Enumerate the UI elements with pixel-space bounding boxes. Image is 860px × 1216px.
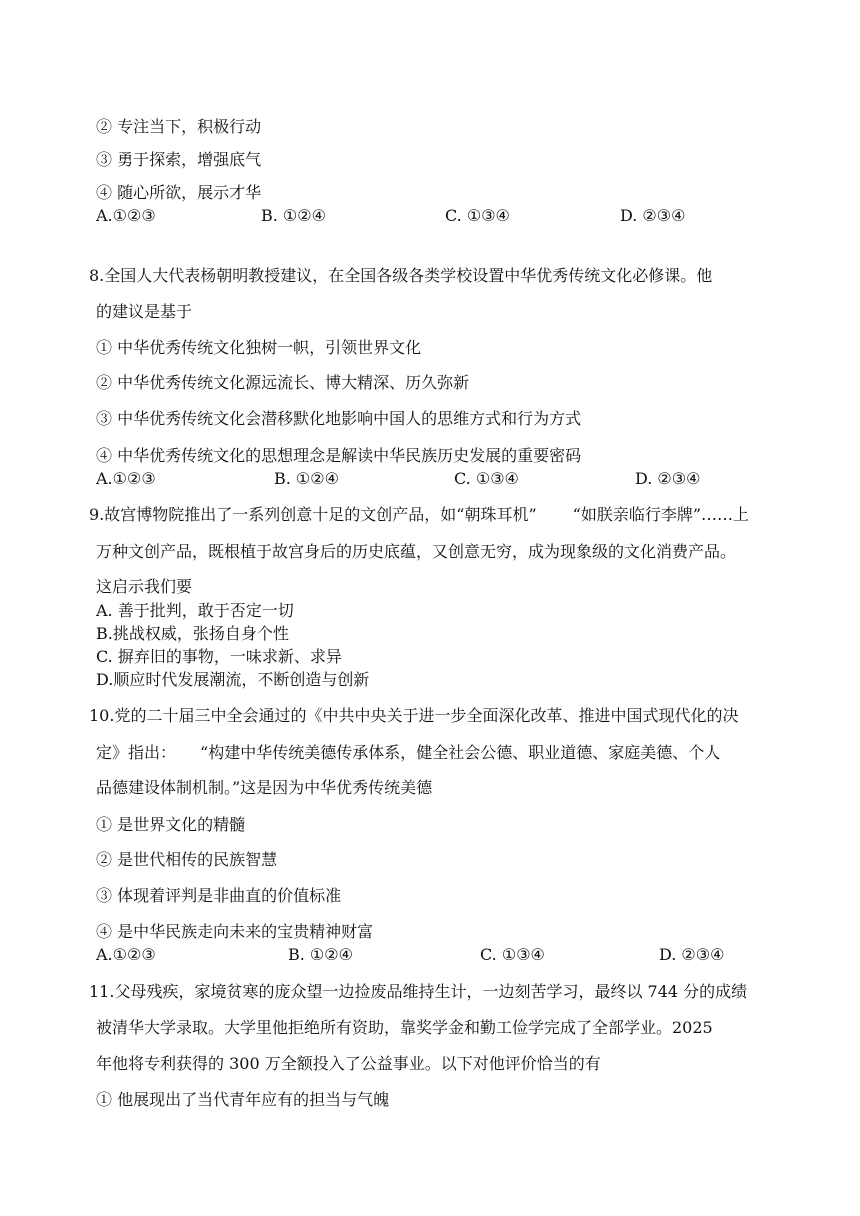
q8-stem-line2: 的建议是基于	[96, 302, 193, 321]
q8-choice-d[interactable]: D. ②③④	[635, 469, 701, 488]
q10-choice-a[interactable]: A.①②③	[96, 945, 156, 964]
q10-choice-b[interactable]: B. ①②④	[288, 945, 353, 964]
q7-choice-a[interactable]: A.①②③	[96, 206, 156, 225]
q10-item-3: ③ 体现着评判是非曲直的价值标准	[96, 886, 342, 905]
q9-stem-line1-b: “如朕亲临行李牌”……上	[572, 505, 750, 524]
q10-item-4: ④ 是中华民族走向未来的宝贵精神财富	[96, 922, 374, 941]
q10-choice-c[interactable]: C. ①③④	[480, 945, 545, 964]
q8-choice-b[interactable]: B. ①②④	[274, 469, 339, 488]
q9-option-a[interactable]: A. 善于批判，敢于否定一切	[96, 601, 294, 620]
q11-stem-line1: 11.父母残疾，家境贫寒的庞众望一边捡废品维持生计，一边刻苦学习，最终以 744 分的成绩	[89, 982, 748, 1001]
q7-choice-b[interactable]: B. ①②④	[261, 206, 326, 225]
q9-stem-line2: 万种文创产品，既根植于故宫身后的历史底蕴，又创意无穷，成为现象级的文化消费产品。	[96, 542, 737, 561]
q8-choice-c[interactable]: C. ①③④	[454, 469, 519, 488]
q7-choices	[96, 206, 816, 226]
q10-stem-line2	[96, 743, 720, 763]
q9-option-b[interactable]: B.挑战权威，张扬自身个性	[96, 624, 289, 643]
q10-choices	[96, 945, 816, 965]
q10-item-1: ① 是世界文化的精髓	[96, 815, 246, 834]
q8-stem-line1: 8.全国人大代表杨朝明教授建议，在全国各级各类学校设置中华优秀传统文化必修课。他	[89, 266, 713, 285]
q8-item-4: ④ 中华优秀传统文化的思想理念是解读中华民族历史发展的重要密码	[96, 446, 582, 465]
q8-item-3: ③ 中华优秀传统文化会潜移默化地影响中国人的思维方式和行为方式	[96, 409, 582, 428]
q10-choice-d[interactable]: D. ②③④	[659, 945, 725, 964]
q7-choice-d[interactable]: D. ②③④	[620, 206, 686, 225]
q7-item-3: ③ 勇于探索，增强底气	[96, 150, 262, 169]
q9-stem-line1	[89, 505, 749, 525]
q9-option-c[interactable]: C. 摒弃旧的事物，一味求新、求异	[96, 647, 342, 666]
q8-item-2: ② 中华优秀传统文化源远流长、博大精深、历久弥新	[96, 373, 470, 392]
q7-item-4: ④ 随心所欲，展示才华	[96, 183, 262, 202]
q10-stem-line3: 品德建设体制机制。”这是因为中华优秀传统美德	[96, 778, 433, 797]
q10-stem-line1: 10.党的二十届三中全会通过的《中共中央关于进一步全面深化改革、推进中国式现代化的决	[89, 706, 739, 725]
q9-stem-line1-a: 9.故宫博物院推出了一系列创意十足的文创产品，如“朝珠耳机”	[89, 505, 537, 524]
q11-stem-line3: 年他将专利获得的 300 万全额投入了公益事业。以下对他评价恰当的有	[96, 1054, 601, 1073]
q7-choice-c[interactable]: C. ①③④	[445, 206, 510, 225]
q8-choices	[96, 469, 816, 489]
q11-stem-line2: 被清华大学录取。大学里他拒绝所有资助，靠奖学金和勤工俭学完成了全部学业。2025	[96, 1018, 713, 1037]
q7-item-2: ② 专注当下，积极行动	[96, 117, 262, 136]
q8-choice-a[interactable]: A.①②③	[96, 469, 156, 488]
q10-stem-line2-b: “构建中华传统美德传承体系，健全社会公德、职业道德、家庭美德、个人	[200, 743, 721, 762]
q9-option-d[interactable]: D.顺应时代发展潮流，不断创造与创新	[96, 670, 370, 689]
q8-item-1: ① 中华优秀传统文化独树一帜，引领世界文化	[96, 338, 422, 357]
q9-stem-line3: 这启示我们要	[96, 577, 193, 596]
q10-stem-line2-a: 定》指出：	[96, 743, 177, 762]
q11-item-1: ① 他展现出了当代青年应有的担当与气魄	[96, 1090, 390, 1109]
q10-item-2: ② 是世代相传的民族智慧	[96, 850, 278, 869]
